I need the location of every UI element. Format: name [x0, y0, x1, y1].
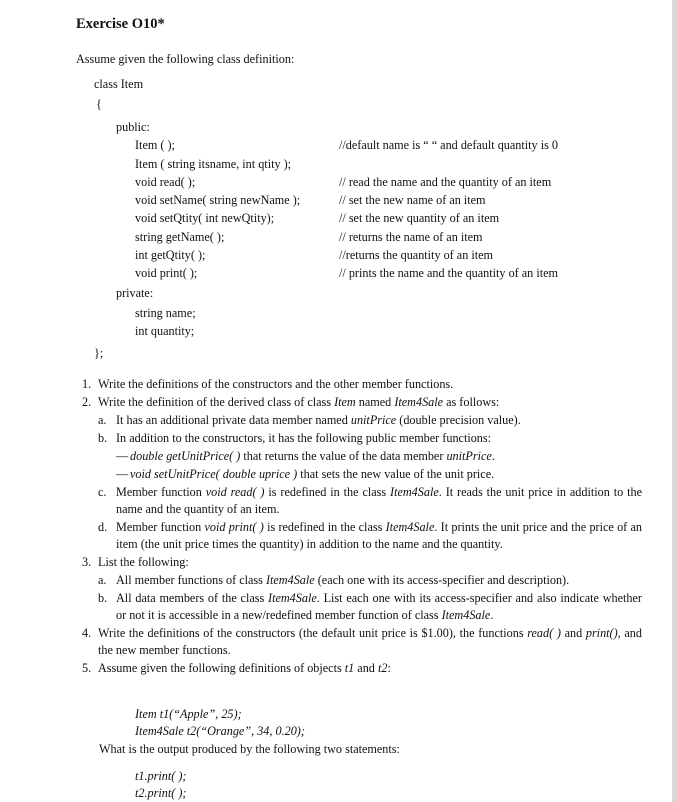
member-decl: Item ( );: [135, 138, 175, 152]
question-2b-item: — double getUnitPrice( ) that returns the value of the data member unitPrice.: [116, 449, 495, 463]
intro-text: Assume given the following class definition:: [76, 52, 295, 66]
member-decl: void setQtity( int newQtity);: [135, 211, 275, 225]
public-label: public:: [116, 120, 150, 134]
object-definition: Item t1(“Apple”, 25);: [135, 707, 242, 721]
output-question: What is the output produced by the following two statements:: [99, 742, 400, 756]
class-line: class Item: [94, 77, 144, 91]
question-2: 2. Write the definition of the derived class of class Item named Item4Sale as follows:: [82, 395, 500, 409]
question-5: 5. Assume given the following definitions of objects t1 and t2:: [82, 661, 391, 675]
private-label: private:: [116, 286, 154, 300]
private-member: string name;: [135, 306, 196, 320]
member-comment: // returns the name of an item: [339, 230, 483, 244]
question-2b-item: — void setUnitPrice( double uprice ) that sets the new value of the unit price.: [116, 467, 495, 481]
question-2a: a. It has an additional private data member named unitPrice (double precision value).: [98, 413, 521, 427]
member-decl: int getQtity( );: [135, 248, 206, 262]
member-decl: string getName( );: [135, 230, 225, 244]
member-decl: void read( );: [135, 175, 196, 189]
member-comment: // prints the name and the quantity of an item: [339, 266, 558, 280]
private-member: int quantity;: [135, 324, 195, 338]
member-decl: Item ( string itsname, int qtity );: [135, 157, 292, 171]
member-comment: //returns the quantity of an item: [339, 248, 493, 262]
member-comment: //default name is “ “ and default quantity is 0: [339, 138, 558, 152]
question-1: 1. Write the definitions of the constructors and the other member functions.: [82, 377, 454, 391]
question-3a: a. All member functions of class Item4Sale (each one with its access-specifier and description).: [98, 573, 570, 587]
print-statement: t2.print( );: [135, 786, 187, 800]
member-comment: // set the new name of an item: [339, 193, 486, 207]
question-3: 3. List the following:: [82, 555, 189, 569]
close-brace: };: [94, 346, 104, 360]
exercise-title: Exercise O10*: [76, 16, 165, 32]
print-statement: t1.print( );: [135, 769, 187, 783]
member-comment: // set the new quantity of an item: [339, 211, 500, 225]
question-2b: b. In addition to the constructors, it has the following public member functions:: [98, 431, 492, 445]
page-edge: [672, 0, 677, 802]
open-brace: {: [96, 97, 102, 111]
member-comment: // read the name and the quantity of an item: [339, 175, 552, 189]
question-2d: d. Member function void print( ) is redefined in the class Item4Sale. It prints the unit price and the price of an item (the unit price times the quantity) in addition to the name and the quantity.: [98, 520, 643, 551]
question-2c: c. Member function void read( ) is redefined in the class Item4Sale. It reads the unit price in addition to the name and the quantity of an item.: [98, 485, 642, 516]
question-3b: b. All data members of the class Item4Sale. List each one with its access-specifier and also indicate whether or not it is accessible in a new/redefined member function of class Item4Sale.: [98, 591, 642, 622]
question-4: 4. Write the definitions of the constructors (the default unit price is $1.00), the functions read( ) and print(), and the new member functions.: [82, 626, 642, 657]
member-decl: void setName( string newName );: [135, 193, 301, 207]
member-decl: void print( );: [135, 266, 198, 280]
question-list: [82, 376, 642, 678]
object-definition: Item4Sale t2(“Orange”, 34, 0.20);: [135, 724, 305, 738]
